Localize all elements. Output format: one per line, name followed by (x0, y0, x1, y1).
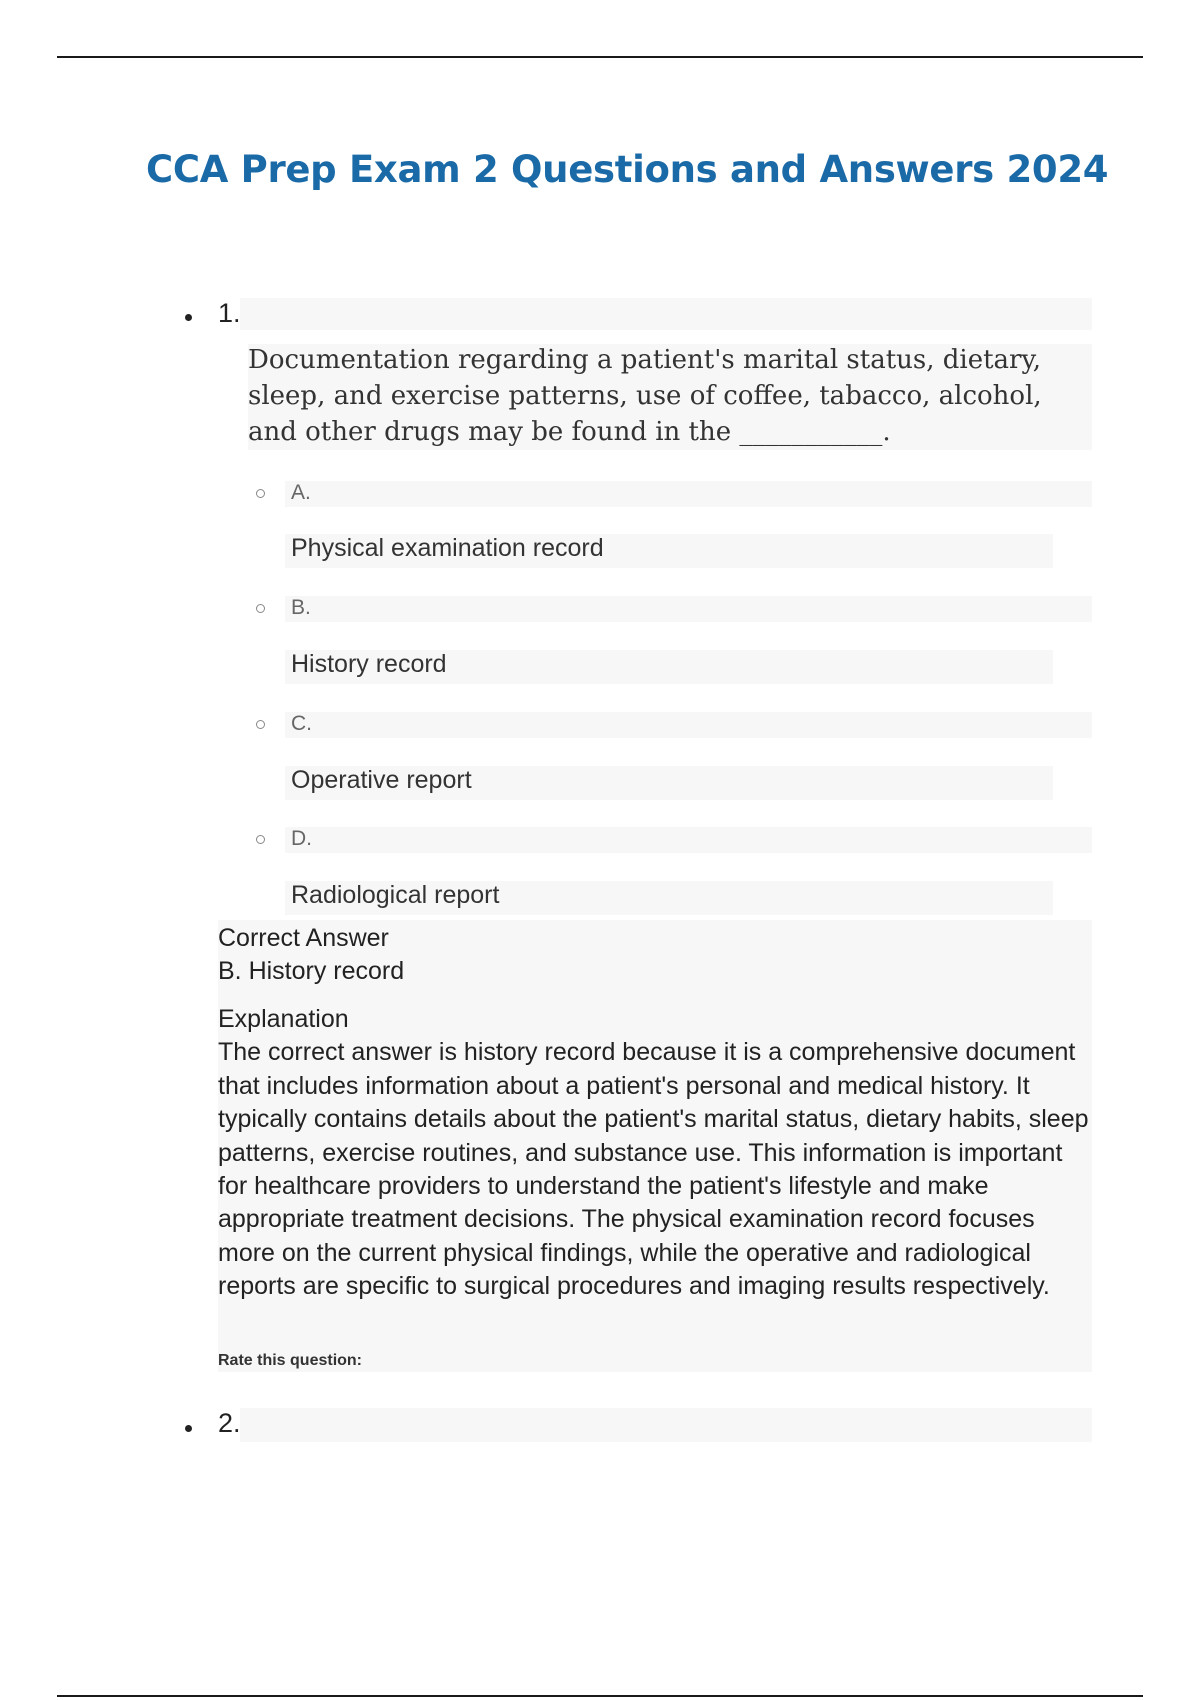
correct-answer-label: Correct Answer (218, 924, 389, 952)
option-letter-band (285, 712, 1092, 738)
bullet-icon (185, 1425, 192, 1432)
option-letter-band (285, 827, 1092, 853)
option-d-text[interactable]: Radiological report (291, 881, 500, 909)
option-d-radio-icon[interactable] (256, 835, 265, 844)
option-a-radio-icon[interactable] (256, 489, 265, 498)
option-d-letter: D. (291, 827, 312, 850)
explanation-text: The correct answer is history record because it is a comprehensive document that includes information about a patient's personal and medical history. It typically contains details about the patient's marital status, dietary habits, sleep patterns, exercise routines, and substance use. This information is important for healthcare providers to understand the patient's lifestyle and make appropriate treatment decisions. The physical examination record focuses more on the current physical findings, while the operative and radiological reports are specific to surgical procedures and imaging results respectively. (218, 1038, 1089, 1301)
bottom-rule (57, 1695, 1143, 1697)
option-a-text[interactable]: Physical examination record (291, 534, 604, 562)
page-title: CCA Prep Exam 2 Questions and Answers 2024 (146, 148, 1109, 191)
option-c-text[interactable]: Operative report (291, 766, 472, 794)
option-c-letter: C. (291, 712, 312, 735)
option-letter-band (285, 596, 1092, 622)
bullet-icon (185, 314, 192, 321)
question-number-band (240, 298, 1092, 330)
option-letter-band (285, 481, 1092, 507)
rate-question-label[interactable]: Rate this question: (218, 1352, 363, 1369)
correct-answer-value: B. History record (218, 957, 405, 985)
top-rule (57, 56, 1143, 58)
explanation (218, 1003, 1096, 1304)
question-number: 1. (218, 298, 241, 328)
option-c-radio-icon[interactable] (256, 720, 265, 729)
correct-answer (218, 922, 1098, 988)
question-number: 2. (218, 1408, 241, 1438)
option-b-text[interactable]: History record (291, 650, 447, 678)
option-b-letter: B. (291, 596, 311, 619)
option-a-letter: A. (291, 481, 311, 504)
explanation-label: Explanation (218, 1005, 349, 1033)
question-number-band (240, 1408, 1092, 1442)
question-text: Documentation regarding a patient's marital status, dietary, sleep, and exercise patterns, use of coffee, tabacco, alcohol, and other drugs may be found in the ___________. (248, 345, 1042, 447)
option-b-radio-icon[interactable] (256, 604, 265, 613)
